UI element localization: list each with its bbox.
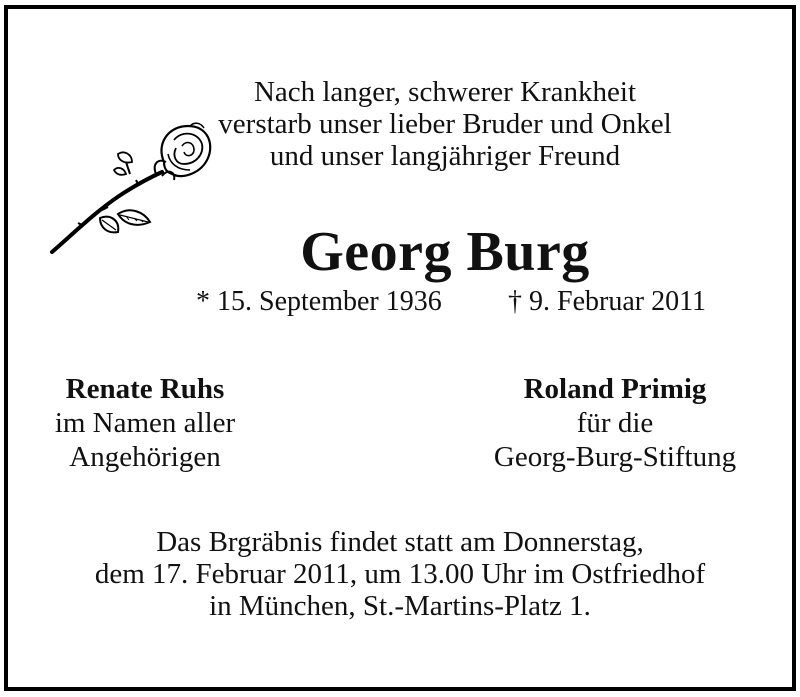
- right-signer-name: Roland Primig: [523, 373, 707, 405]
- funeral-line-1: Das Brgräbnis findet statt am Donnerstag,: [156, 526, 644, 558]
- funeral-line-2: dem 17. Februar 2011, um 13.00 Uhr im Ostfriedhof: [94, 558, 706, 590]
- intro-line-1: Nach langer, schwerer Krankheit: [253, 76, 637, 108]
- left-signer-line-2: Angehörigen: [69, 441, 221, 473]
- intro-line-3: und unser langjähriger Freund: [269, 140, 621, 172]
- birth-date: * 15. September 1936: [196, 286, 442, 317]
- left-signer-name: Renate Ruhs: [65, 373, 225, 405]
- deceased-name: Georg Burg: [300, 221, 590, 283]
- right-signer-line-2: Georg-Burg-Stiftung: [493, 441, 737, 473]
- right-signer-line-1: für die: [576, 407, 654, 439]
- death-date: † 9. Februar 2011: [508, 286, 707, 317]
- funeral-line-3: in München, St.-Martins-Platz 1.: [209, 590, 591, 622]
- left-signer-line-1: im Namen aller: [54, 407, 236, 439]
- intro-line-2: verstarb unser lieber Bruder und Onkel: [218, 108, 672, 140]
